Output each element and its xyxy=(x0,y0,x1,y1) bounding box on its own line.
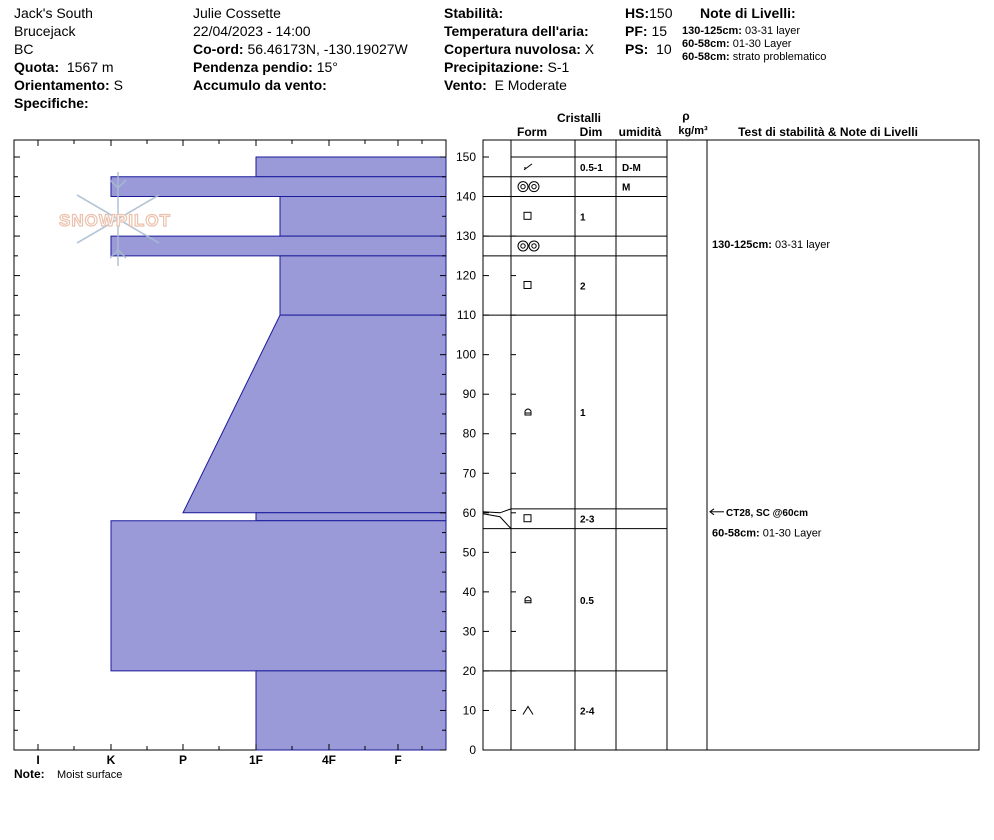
layer-note-range: 60-58cm: xyxy=(682,38,730,50)
melt-form-circle xyxy=(518,182,528,192)
depth-tick-label: 0 xyxy=(469,743,476,757)
depth-tick-label: 90 xyxy=(462,387,476,402)
depth-tick-label: 100 xyxy=(455,347,476,362)
layer-notes-title: Note di Livelli: xyxy=(700,5,796,21)
aspect-value: S xyxy=(113,77,123,93)
facet-square xyxy=(524,212,531,219)
specifics-label: Specifiche: xyxy=(14,95,89,111)
hs-value: 150 xyxy=(649,5,673,21)
depth-tick-label: 120 xyxy=(455,268,476,283)
precip-value: S-1 xyxy=(547,59,570,75)
layer-connector xyxy=(483,509,511,513)
crystal-form-icon xyxy=(524,212,531,219)
ps-label: PS: xyxy=(625,41,649,57)
crystal-size: 2-3 xyxy=(580,514,595,526)
hardness-layer xyxy=(111,236,446,256)
depth-tick-label: 60 xyxy=(462,505,476,520)
air-temp-label: Temperatura dell'aria: xyxy=(444,23,589,39)
layer-note xyxy=(712,239,830,251)
layer-note-text: 03-31 layer xyxy=(745,25,801,37)
slope-value: 15° xyxy=(316,59,338,75)
layer-note-range: 60-58cm: xyxy=(712,527,763,540)
note-text: Moist surface xyxy=(57,769,123,781)
hardness-tick-label: 4F xyxy=(321,753,337,767)
observation-datetime: 22/04/2023 - 14:00 xyxy=(193,23,311,39)
facet-square xyxy=(524,281,531,288)
layer-note-range: 60-58cm: xyxy=(682,51,730,63)
crystal-size: 0.5-1 xyxy=(580,162,603,174)
elevation-value: 1567 m xyxy=(66,59,114,75)
crystal-size: 1 xyxy=(580,212,586,224)
depth-tick-label: 110 xyxy=(456,308,476,323)
depth-tick-label: 70 xyxy=(462,466,476,481)
state-name: BC xyxy=(14,41,34,57)
aspect-label: Orientamento: xyxy=(14,77,110,93)
melt-form-circle xyxy=(532,244,536,248)
layer-connector xyxy=(483,514,511,529)
region-name: Brucejack xyxy=(14,23,76,39)
crystal-size: 2-4 xyxy=(580,706,595,718)
elevation-label: Quota: xyxy=(14,59,60,75)
layer-note-text: 01-30 Layer xyxy=(732,38,792,50)
facet-square xyxy=(524,515,531,522)
hs-label: HS: xyxy=(625,5,650,21)
hardness-tick-label: F xyxy=(394,753,402,767)
depth-tick-label: 80 xyxy=(462,426,476,441)
hardness-layer xyxy=(280,256,446,315)
crystal-form-icon xyxy=(525,409,531,415)
depth-tick-label: 130 xyxy=(455,229,476,244)
crystal-form-icon xyxy=(518,182,539,192)
coord-value: 56.46173N, -130.19027W xyxy=(247,41,408,57)
moisture-header: umidità xyxy=(618,125,662,139)
observer-name: Julie Cossette xyxy=(193,5,281,21)
hardness-tick-label: P xyxy=(178,753,188,767)
crystal-form-icon xyxy=(524,515,531,522)
hardness-layer xyxy=(280,197,446,237)
depth-tick-label: 40 xyxy=(462,584,476,599)
size-header: Dim xyxy=(579,125,603,139)
cloud-value: X xyxy=(584,41,595,57)
hardness-layer xyxy=(111,177,446,197)
crystal-form-icon xyxy=(523,706,533,714)
depth-tick-label: 10 xyxy=(462,703,476,718)
hardness-layers xyxy=(111,157,446,750)
melt-form-circle xyxy=(521,244,525,248)
ps-value: 10 xyxy=(656,41,672,57)
layer-note xyxy=(712,528,822,540)
crystal-size: 0.5 xyxy=(580,595,594,607)
crystal-size: 1 xyxy=(580,407,586,419)
melt-form-circle xyxy=(532,184,536,188)
moisture-value: D-M xyxy=(622,162,641,174)
hardness-tick-label: K xyxy=(106,753,116,767)
logo-text: SNOWPILOT xyxy=(59,211,171,230)
layer-note-text: strato problematico xyxy=(732,51,827,63)
tests-header: Test di stabilità & Note di Livelli xyxy=(738,125,918,139)
depth-tick-label: 140 xyxy=(455,189,476,204)
melt-form-circle xyxy=(529,241,539,251)
melt-form-circle xyxy=(529,182,539,192)
layer-note-text: 01-30 Layer xyxy=(762,527,822,540)
crystal-form-icon xyxy=(524,164,532,170)
hardness-layer xyxy=(256,513,446,521)
depth-tick-label: 30 xyxy=(462,624,476,639)
pf-value: 15 xyxy=(651,23,668,39)
location-name: Jack's South xyxy=(14,5,93,21)
rho-header: ρ xyxy=(682,109,690,123)
precip-label: Precipitazione: xyxy=(444,59,544,75)
layer-note-range: 130-125cm: xyxy=(712,238,775,251)
depth-tick-label: 50 xyxy=(462,545,476,560)
hardness-tick-label: I xyxy=(36,753,40,767)
slope-label: Pendenza pendio: xyxy=(193,59,313,75)
crystal-form-icon xyxy=(525,597,531,603)
hardness-layer xyxy=(183,315,446,513)
hardness-layer xyxy=(256,157,446,177)
note-label: Note: xyxy=(14,767,45,781)
wind-value: E Moderate xyxy=(494,77,567,93)
crystal-size: 2 xyxy=(580,281,586,293)
wind-label: Vento: xyxy=(444,77,487,93)
coord-label: Co-ord: xyxy=(193,41,244,57)
hardness-layer xyxy=(111,521,446,671)
melt-form-circle xyxy=(518,241,528,251)
hardness-layer xyxy=(256,671,446,750)
crystal-form-icon xyxy=(518,241,539,251)
moisture-value: M xyxy=(622,182,631,194)
density-unit-header: kg/m³ xyxy=(678,125,708,137)
crystal-form-icon xyxy=(524,281,531,288)
pf-label: PF: xyxy=(625,23,648,39)
depth-tick-label: 20 xyxy=(462,663,476,678)
layer-note-text: 03-31 layer xyxy=(775,238,831,251)
form-header: Form xyxy=(517,125,547,139)
hardness-tick-label: 1F xyxy=(248,753,264,767)
layer-note-range: 130-125cm: xyxy=(682,25,742,37)
tests-notes xyxy=(710,239,830,540)
stability-test-result: CT28, SC @60cm xyxy=(726,507,809,519)
cloud-label: Copertura nuvolosa: xyxy=(444,41,581,57)
depth-hoar-shape xyxy=(523,706,533,714)
stability-label: Stabilità: xyxy=(444,5,504,21)
rounding-facet-shape xyxy=(525,597,531,603)
wind-load-label: Accumulo da vento: xyxy=(193,77,327,93)
layer-table-frame xyxy=(483,140,979,750)
depth-tick-label: 150 xyxy=(455,150,476,164)
slash-shape xyxy=(524,164,532,170)
rounding-facet-shape xyxy=(525,409,531,415)
melt-form-circle xyxy=(521,184,525,188)
crystals-header: Cristalli xyxy=(556,111,602,125)
